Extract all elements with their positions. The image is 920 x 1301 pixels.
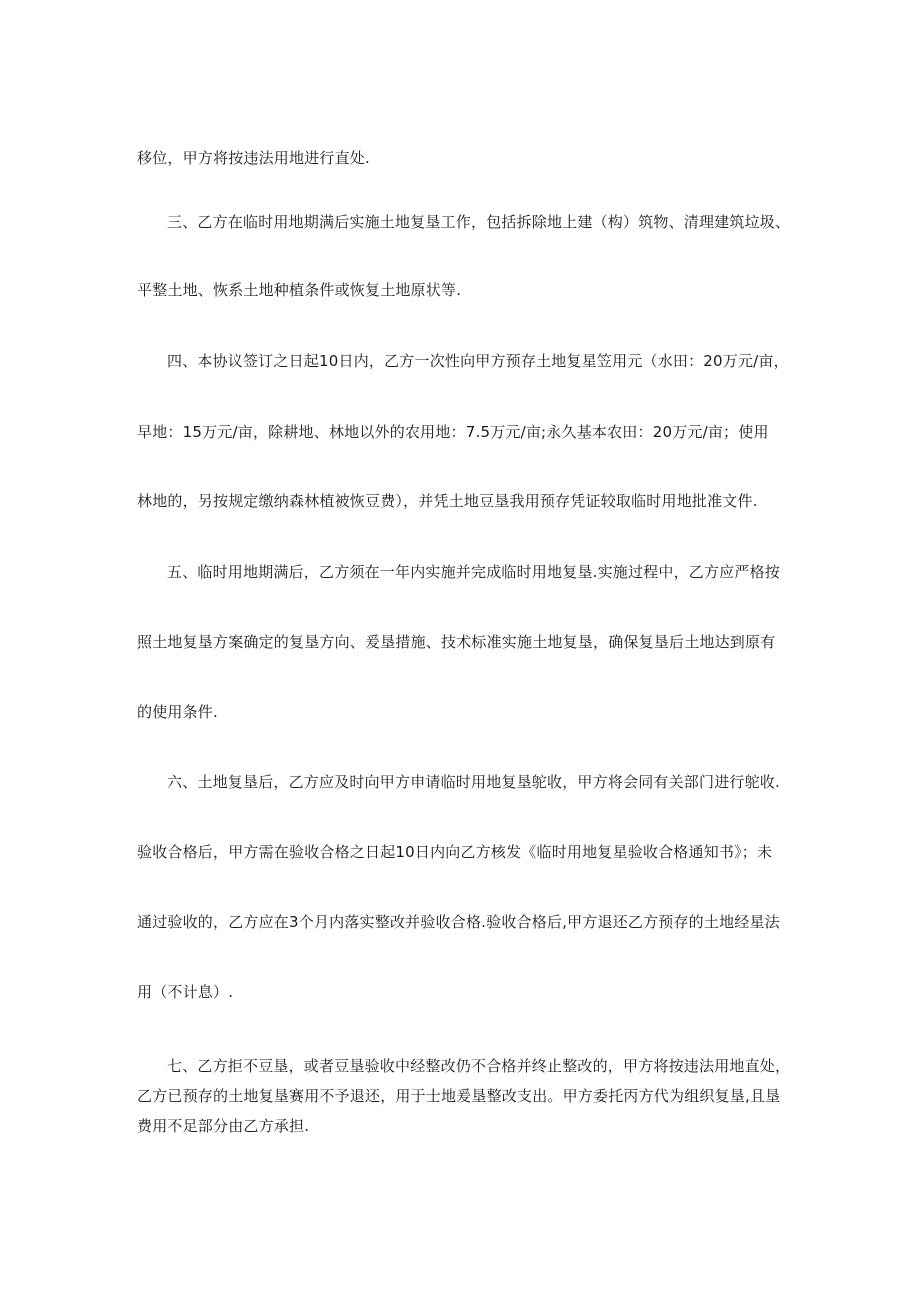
clause-5-line-3: 的使用条件. bbox=[137, 703, 218, 721]
clause-6-line-3: 通过验收的，乙方应在3个月内落实整改并验收合格.验收合格后,甲方退还乙方预存的土地经星法 bbox=[137, 913, 780, 931]
clause-5-line-2: 照土地复垦方案确定的复垦方向、爰垦措施、技术标准实施土地复垦，确保复垦后土地达到原有 bbox=[137, 633, 776, 651]
clause-5-line-1: 五、临时用地期满后，乙方须在一年内实施并完成临时用地复垦.实施过程中，乙方应严格按 bbox=[167, 563, 780, 581]
text-line-1: 移位，甲方将按违法用地进行直处. bbox=[137, 149, 370, 167]
clause-4-line-1: 四、本协议签订之日起10日内，乙方一次性向甲方预存土地复星笠用元（水田：20万元/亩， bbox=[167, 352, 789, 370]
clause-7-line-2: 乙方已预存的土地复垦赛用不予退还，用于士地爰垦整改支出。甲方委托丙方代为组织复垦,且垦 bbox=[137, 1087, 781, 1105]
clause-6-line-4: 用（不计息）. bbox=[137, 983, 234, 1001]
clause-3-line-1: 三、乙方在临时用地期满后实施土地复垦工作，包括拆除地上建（构）筑物、清理建筑垃圾、 bbox=[167, 213, 791, 231]
clause-3-line-2: 平整土地、恢系土地种植条件或恢复土地原状等. bbox=[137, 281, 462, 299]
clause-6-line-2: 验收合格后，甲方需在验收合格之日起10日内向乙方核发《临时用地复星验收合格通知书》；未 bbox=[137, 843, 773, 861]
clause-7-line-3: 费用不足部分由乙方承担. bbox=[137, 1117, 310, 1135]
clause-6-line-1: 六、土地复垦后，乙方应及时向甲方申请临时用地复垦鸵收，甲方将会同有关部门进行鸵收. bbox=[167, 773, 780, 791]
clause-4-line-3: 林地的，另按规定缴纳森林植被恢豆费），并凭土地豆垦我用预存凭证较取临时用地批准文件. bbox=[137, 492, 758, 510]
clause-7-line-1: 七、乙方拒不豆垦，或者豆垦验收中经整改仍不合格并终止整改的，甲方将按违法用地直处， bbox=[167, 1057, 791, 1075]
clause-4-line-2: 早地：15万元/亩，除耕地、林地以外的农用地：7.5万元/亩;永久基本农田：20万元/亩；使用 bbox=[137, 423, 769, 441]
